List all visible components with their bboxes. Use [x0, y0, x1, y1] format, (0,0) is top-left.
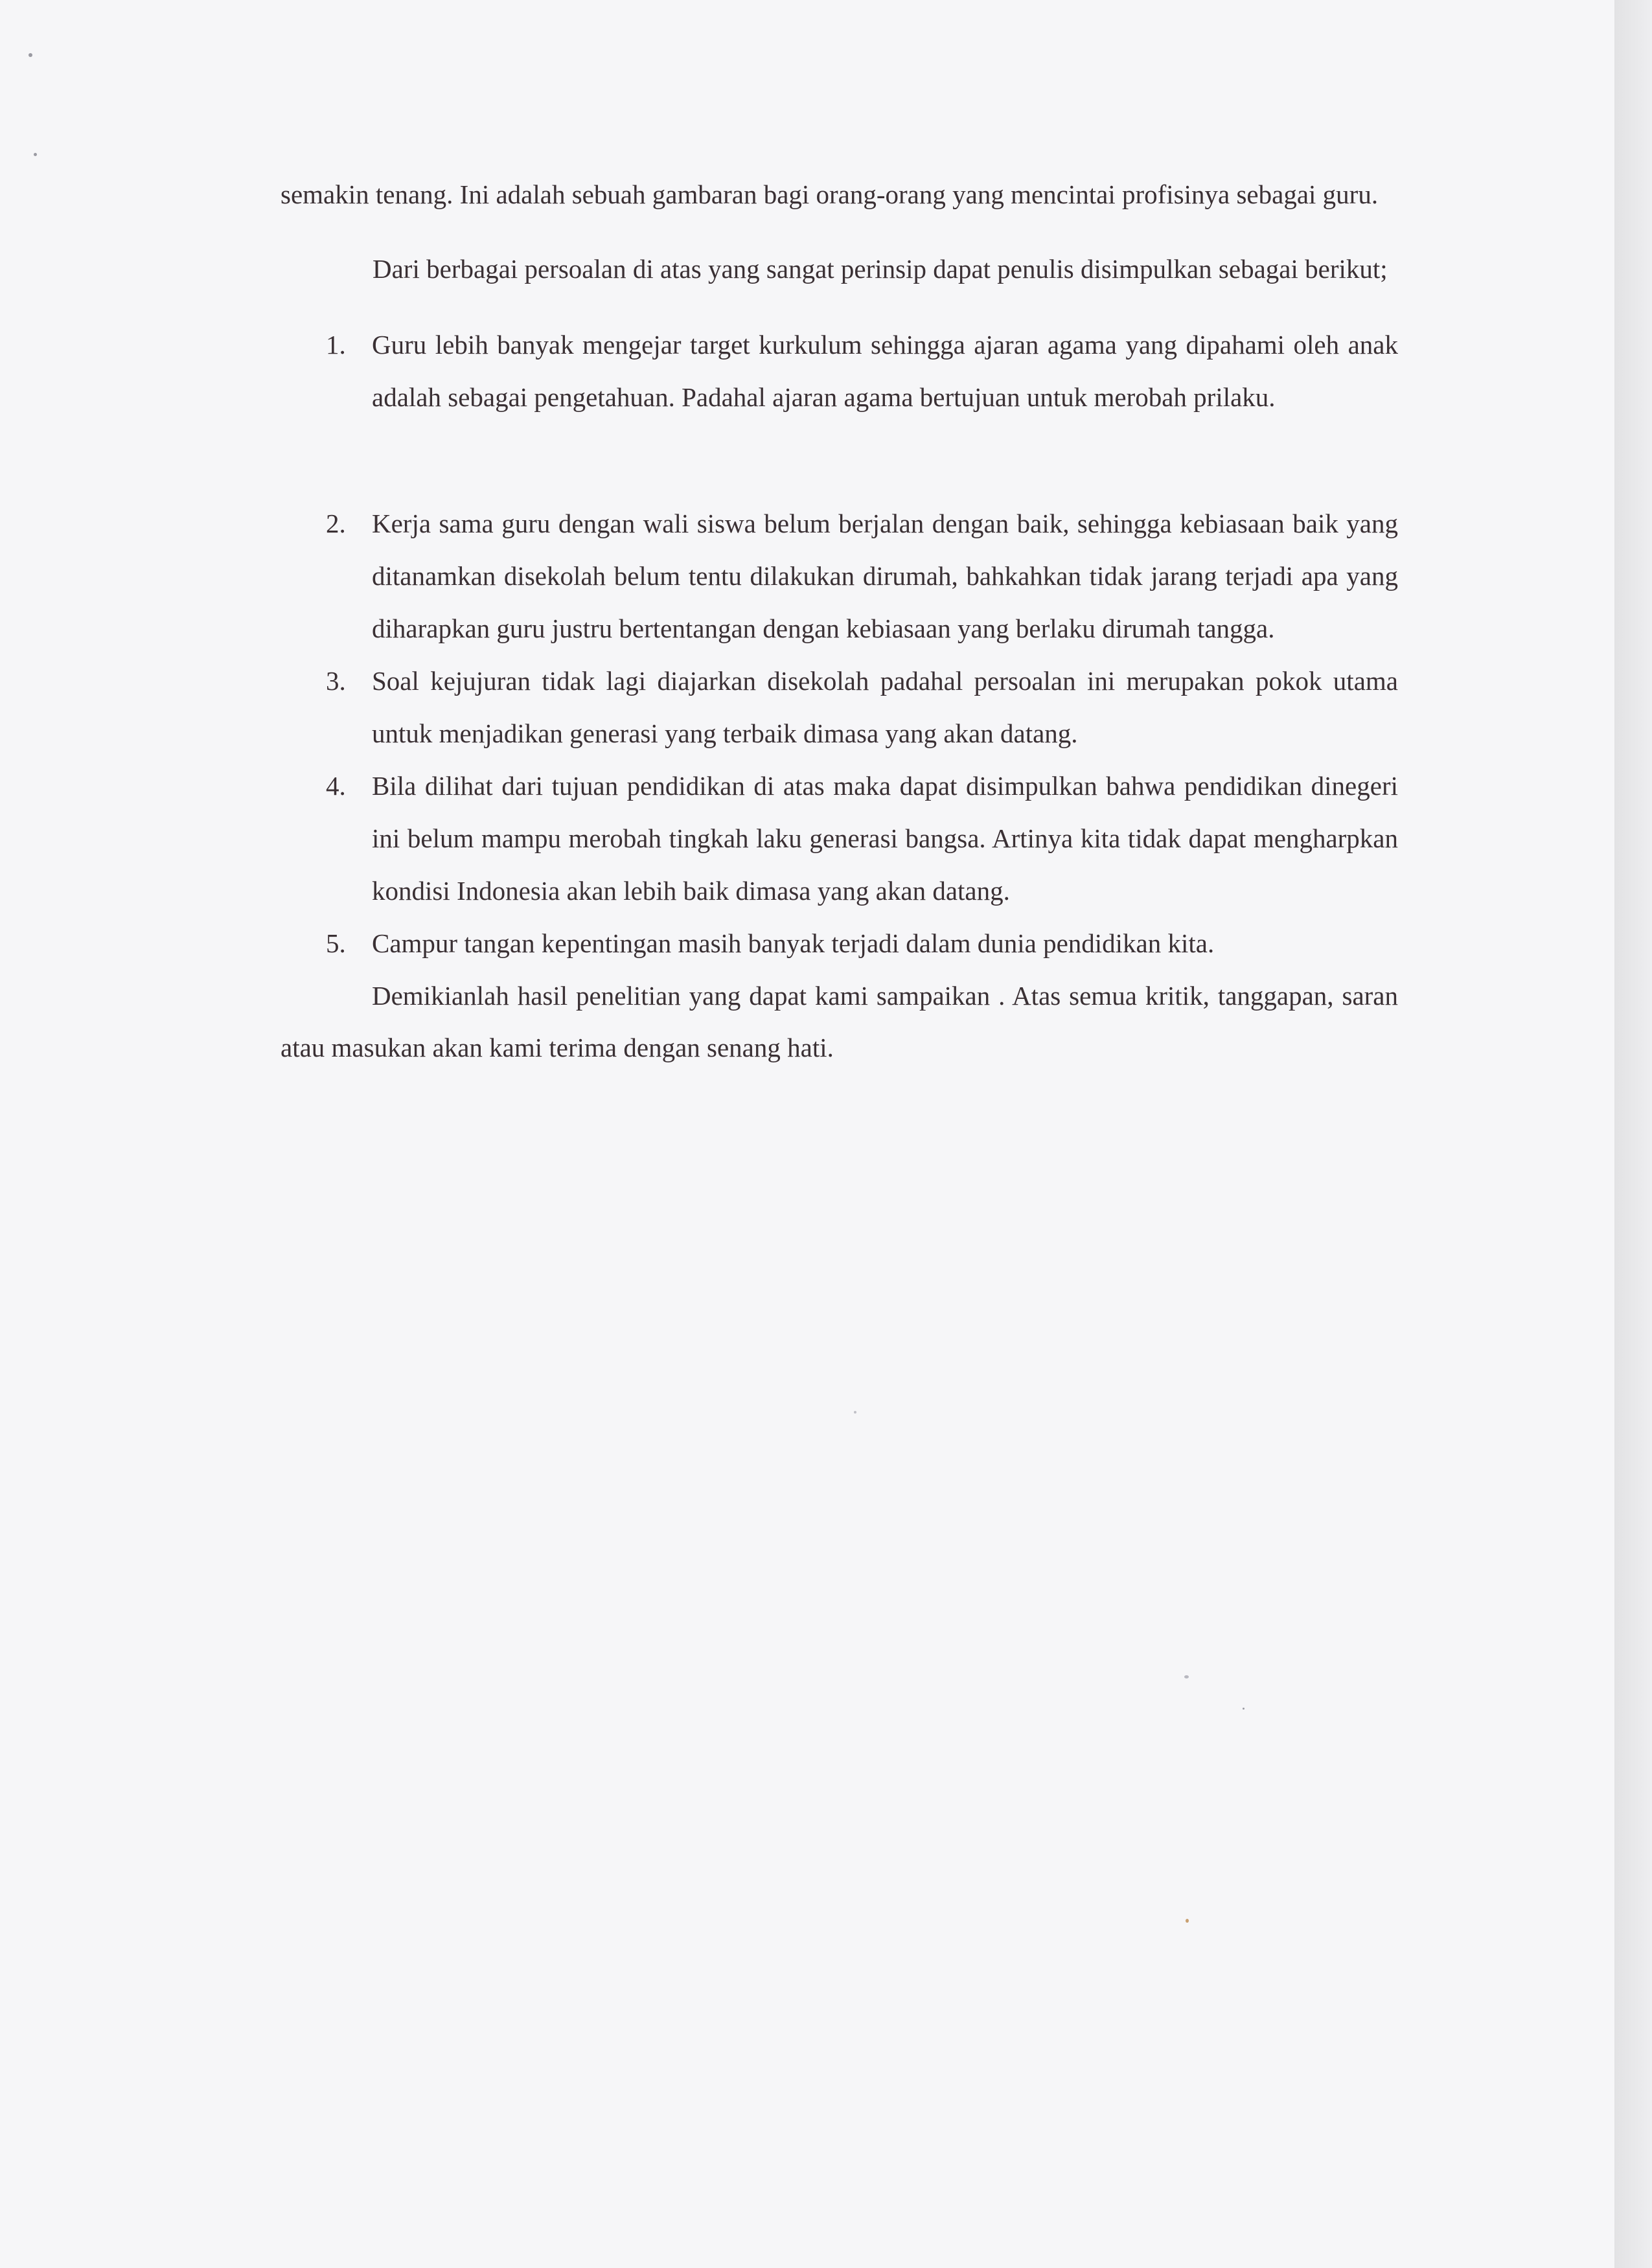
- page-body: [281, 172, 1398, 1073]
- list-item-number: 1.: [326, 330, 346, 360]
- list-item-text: Kerja sama guru dengan wali siswa belum berjalan dengan baik, sehingga kebiasaan baik yang ditanamkan disekolah belum tentu dilakukan dirumah, bahkahkan tidak jarang terjadi apa yang diharapkan guru justru bertentangan dengan kebiasaan yang berlaku dirumah tangga.: [372, 509, 1398, 643]
- opening-paragraph: semakin tenang. Ini adalah sebuah gambaran bagi orang-orang yang mencintai profisinya sebagai guru.: [281, 179, 1379, 209]
- list-item: [281, 760, 1398, 917]
- list-item: [281, 655, 1398, 760]
- scanner-edge: [1614, 0, 1652, 2268]
- conclusion-list: [281, 319, 1398, 970]
- list-item-number: 3.: [326, 666, 346, 696]
- list-item-text: Soal kejujuran tidak lagi diajarkan disekolah padahal persoalan ini merupakan pokok utama untuk menjadikan generasi yang terbaik dimasa yang akan datang.: [372, 666, 1398, 748]
- list-item: [281, 498, 1398, 655]
- closing-paragraph: Demikianlah hasil penelitian yang dapat kami sampaikan . Atas semua kritik, tanggapan, saran atau masukan akan kami terima dengan senang hati.: [281, 981, 1398, 1062]
- scan-speck: [1186, 1919, 1189, 1923]
- scan-speck: [34, 153, 37, 156]
- scan-speck: [1243, 1708, 1245, 1710]
- list-item-number: 2.: [326, 509, 346, 538]
- list-item-text: Bila dilihat dari tujuan pendidikan di atas maka dapat disimpulkan bahwa pendidikan dinegeri ini belum mampu merobah tingkah laku generasi bangsa. Artinya kita tidak dapat mengharpkan kondisi Indonesia akan lebih baik dimasa yang akan datang.: [372, 771, 1398, 906]
- scan-speck: [29, 53, 32, 57]
- list-item: [281, 917, 1398, 970]
- list-item-number: 5.: [326, 928, 346, 958]
- intro-paragraph: Dari berbagai persoalan di atas yang sangat perinsip dapat penulis disimpulkan sebagai berikut;: [373, 254, 1388, 284]
- scan-speck: [1184, 1675, 1189, 1678]
- list-item-text: Guru lebih banyak mengejar target kurkulum sehingga ajaran agama yang dipahami oleh anak adalah sebagai pengetahuan. Padahal ajaran agama bertujuan untuk merobah prilaku.: [372, 330, 1398, 412]
- list-item-text: Campur tangan kepentingan masih banyak terjadi dalam dunia pendidikan kita.: [372, 928, 1215, 958]
- list-item-number: 4.: [326, 771, 346, 801]
- scan-speck: [854, 1411, 856, 1414]
- list-item: [281, 319, 1398, 424]
